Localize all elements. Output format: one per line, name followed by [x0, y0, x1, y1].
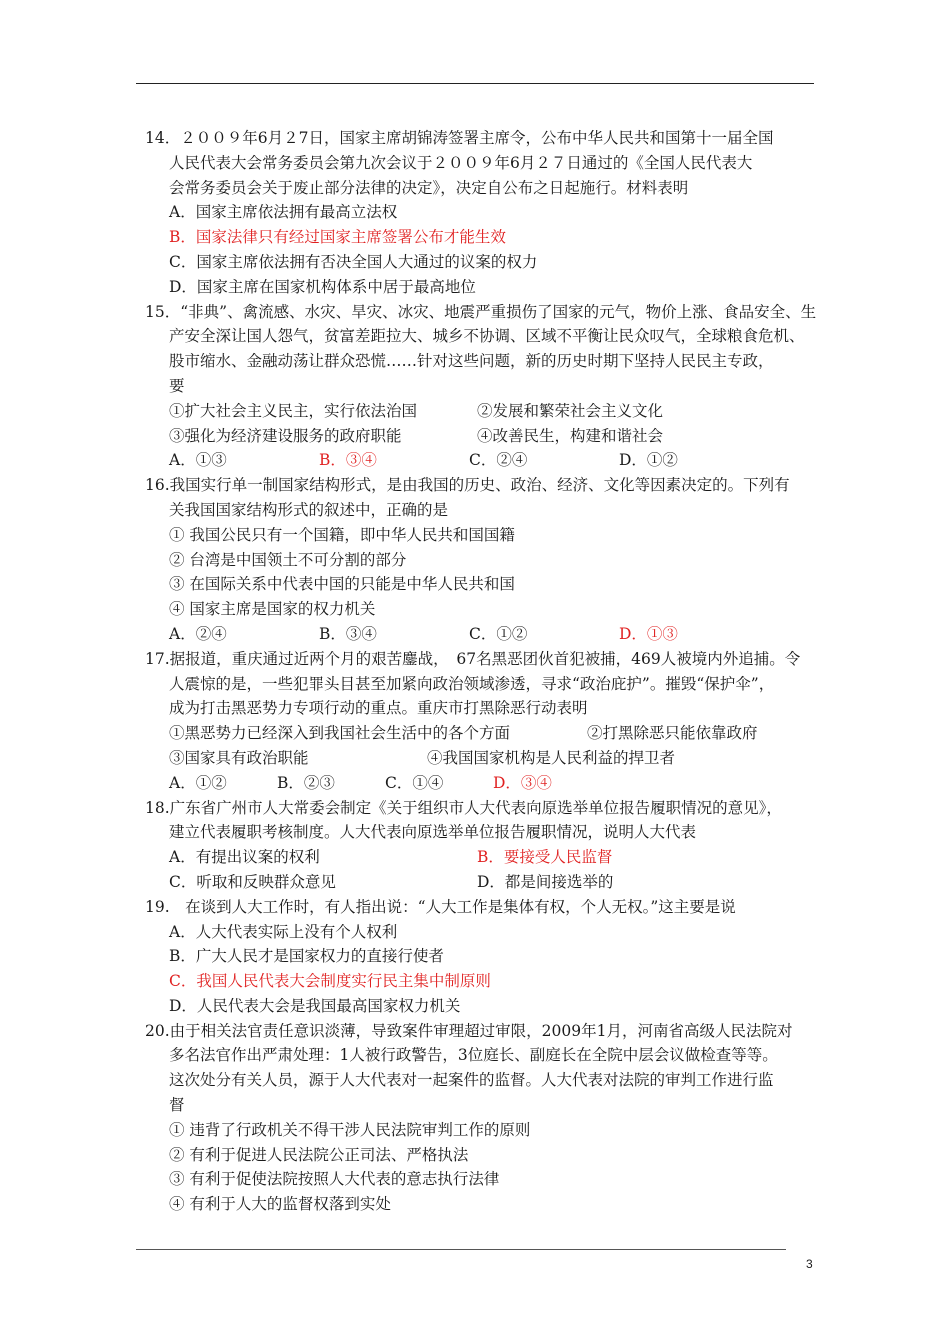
item-1: ①黑恶势力已经深入到我国社会生活中的各个方面 — [169, 724, 511, 743]
choice-d: D．①② — [619, 451, 678, 470]
item-4: ④我国国家机构是人民利益的捍卫者 — [427, 748, 676, 767]
exam-content — [145, 126, 825, 1217]
choice-c: C．①② — [469, 624, 528, 643]
item-1: ① 我国公民只有一个国籍，即中华人民共和国国籍 — [169, 525, 515, 544]
choice-d: D．都是间接选举的 — [477, 872, 614, 891]
question-16 — [145, 473, 825, 647]
choice-a: A．①② — [169, 773, 227, 792]
question-stem-line: 关我国国家结构形式的叙述中，正确的是 — [169, 500, 449, 519]
item-4: ④ 国家主席是国家的权力机关 — [169, 600, 376, 619]
question-14 — [145, 126, 825, 300]
question-18 — [145, 796, 825, 895]
choice-b: B．③④ — [319, 624, 377, 643]
item-2: ② 台湾是中国领土不可分割的部分 — [169, 550, 407, 569]
choice-row — [145, 771, 825, 796]
question-stem-line: 多名法官作出严肃处理：1人被行政警告，3位庭长、副庭长在全院中层会议做检查等等。 — [169, 1046, 778, 1065]
question-stem-line: 督 — [169, 1096, 185, 1115]
choice-c: C．听取和反映群众意见 — [169, 872, 336, 891]
question-stem-line: 这次处分有关人员，源于人大代表对一起案件的监督。人大代表对法院的审判工作进行监 — [169, 1071, 774, 1090]
question-stem-line: 17.据报道，重庆通过近两个月的艰苦鏖战， 67名黑恶团伙首犯被捕，469人被境内外追捕。令 — [145, 649, 801, 668]
choice-c: C．①④ — [385, 773, 444, 792]
question-stem-line: 要 — [169, 376, 185, 395]
question-15 — [145, 300, 825, 474]
option-b-answer: B．国家法律只有经过国家主席签署公布才能生效 — [169, 228, 506, 247]
item-row — [145, 721, 825, 746]
question-stem-line: 14．２００９年6月２7日，国家主席胡锦涛签署主席令，公布中华人民共和国第十一届全国 — [145, 129, 774, 147]
item-2: ② 有利于促进人民法院公正司法、严格执法 — [169, 1145, 469, 1164]
choice-c: C．②④ — [469, 451, 528, 470]
item-row — [145, 746, 825, 771]
item-3: ③ 在国际关系中代表中国的只能是中华人民共和国 — [169, 575, 515, 594]
question-stem-line: 19. 在谈到人大工作时，有人指出说：“人大工作是集体有权，个人无权。”这主要是说 — [145, 897, 736, 916]
choice-b: B．②③ — [277, 773, 335, 792]
question-stem-line: 20.由于相关法官责任意识淡薄，导致案件审理超过审限，2009年1月，河南省高级人民法院对 — [145, 1021, 793, 1040]
item-4: ④ 有利于人大的监督权落到实处 — [169, 1195, 391, 1214]
choice-row — [145, 622, 825, 647]
option-b: B．广大人民才是国家权力的直接行使者 — [169, 947, 444, 966]
item-2: ②发展和繁荣社会主义文化 — [477, 401, 664, 420]
question-stem-line: 产安全深让国人怨气，贫富差距拉大、城乡不协调、区域不平衡让民众叹气，全球粮食危机、 — [169, 327, 805, 346]
item-1: ①扩大社会主义民主，实行依法治国 — [169, 401, 418, 420]
item-row — [145, 424, 825, 449]
item-4: ④改善民生，构建和谐社会 — [477, 426, 664, 445]
choice-b-answer: B．要接受人民监督 — [477, 848, 613, 867]
question-stem-line: 成为打击黑恶势力专项行动的重点。重庆市打黑除恶行动表明 — [169, 699, 588, 718]
footer-rule — [136, 1249, 786, 1250]
item-2: ②打黑除恶只能依靠政府 — [587, 724, 758, 743]
question-stem-line: 人民代表大会常务委员会第九次会议于２００９年6月２７日通过的《全国人民代表大 — [169, 153, 753, 172]
choice-a: A．②④ — [169, 624, 227, 643]
header-rule — [136, 83, 814, 84]
question-17 — [145, 647, 825, 796]
question-20 — [145, 1019, 825, 1217]
question-stem-line: 18.广东省广州市人大常委会制定《关于组织市人大代表向原选举单位报告履职情况的意见》， — [145, 798, 782, 817]
option-d: D．国家主席在国家机构体系中居于最高地位 — [169, 277, 476, 296]
choice-row — [145, 870, 825, 895]
choice-b-answer: B．③④ — [319, 451, 377, 470]
question-stem-line: 建立代表履职考核制度。人大代表向原选举单位报告履职情况，说明人大代表 — [169, 823, 697, 842]
question-19 — [145, 895, 825, 1019]
item-3: ③ 有利于促使法院按照人大代表的意志执行法律 — [169, 1170, 500, 1189]
choice-row — [145, 448, 825, 473]
choice-row — [145, 845, 825, 870]
option-c-answer: C．我国人民代表大会制度实行民主集中制原则 — [169, 972, 491, 991]
question-stem-line: 15．“非典”、禽流感、水灾、旱灾、冰灾、地震严重损伤了国家的元气，物价上涨、食品安全、生 — [145, 302, 817, 321]
option-a: A．国家主席依法拥有最高立法权 — [169, 203, 398, 222]
item-row — [145, 399, 825, 424]
item-3: ③强化为经济建设服务的政府职能 — [169, 426, 402, 445]
question-stem-line: 会常务委员会关于废止部分法律的决定》，决定自公布之日起施行。材料表明 — [169, 178, 689, 197]
question-stem-line: 16.我国实行单一制国家结构形式，是由我国的历史、政治、经济、文化等因素决定的。下列有 — [145, 476, 790, 495]
option-a: A．人大代表实际上没有个人权利 — [169, 922, 398, 941]
page-number: 3 — [806, 1257, 813, 1271]
choice-a: A．有提出议案的权利 — [169, 848, 320, 867]
option-d: D．人民代表大会是我国最高国家权力机关 — [169, 996, 461, 1015]
choice-a: A．①③ — [169, 451, 227, 470]
choice-d-answer: D．①③ — [619, 624, 678, 643]
question-stem-line: 人震惊的是，一些犯罪头目甚至加紧向政治领域渗透，寻求“政治庇护”。摧毁“保护伞”， — [169, 674, 775, 693]
item-1: ① 违背了行政机关不得干涉人民法院审判工作的原则 — [169, 1120, 531, 1139]
option-c: C．国家主席依法拥有否决全国人大通过的议案的权力 — [169, 252, 538, 271]
item-3: ③国家具有政治职能 — [169, 748, 309, 767]
question-stem-line: 股市缩水、金融动荡让群众恐慌……针对这些问题，新的历史时期下坚持人民民主专政， — [169, 352, 774, 371]
choice-d-answer: D．③④ — [493, 773, 552, 792]
